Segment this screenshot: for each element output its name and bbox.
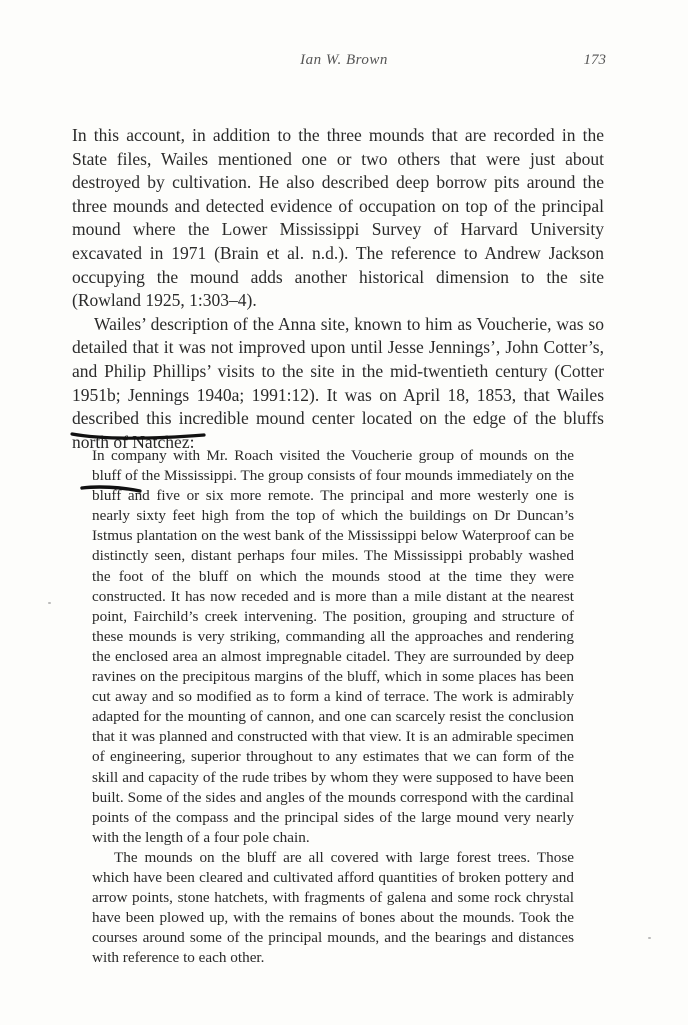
scan-speck xyxy=(48,602,51,604)
handwritten-underline-bluff xyxy=(80,484,142,496)
handwritten-underline xyxy=(70,429,206,441)
quote-paragraph-1: In company with Mr. Roach visited the Voucherie group of mounds on the bluff of the Mississippi. The group consists of four mounds immediately on the bluff and five or six more remote. The principal and more westerly one is nearly sixty feet high from the top of which the buildings on Dr Duncan’s Istmus plantation on the west bank of the Mississippi below Waterproof can be distinctly seen, distant perhaps four miles. The Mississippi probably washed the foot of the bluff on which the mounds stood at the time they were constructed. It has now receded and is more than a mile distant at the nearest point, Fairchild’s creek intervening. The position, grouping and structure of these mounds is very striking, commanding all the approaches and rendering the enclosed area an almost impregnable citadel. They are surrounded by deep ravines on the precipitous margins of the bluff, which in some places has been cut away and so modified as to form a kind of terrace. The work is admirably adapted for the mounting of cannon, and one can scarcely resist the conclusion that it was planned and constructed with that view. It is an admirable specimen of engineering, superior throughout to any estimates that we can form of the skill and capacity of the rude tribes by whom they were supposed to have been built. Some of the sides and angles of the mounds correspond with the cardinal points of the compass and the principal sides of the large mound very nearly with the length of a four pole chain. xyxy=(92,447,574,846)
body-text xyxy=(72,124,604,454)
scan-speck xyxy=(648,937,651,939)
quote-paragraph-2: The mounds on the bluff are all covered with large forest trees. Those which have been cleared and cultivated afford quantities of broken pottery and arrow points, stone hatchets, with fragments of galena and some rock chrystal have been plowed up, with the remains of bones about the mounds. Took the courses around some of the principal mounds, and the bearings and distances with reference to each other. xyxy=(92,848,574,967)
block-quote xyxy=(92,446,574,968)
body-paragraph-2: Wailes’ description of the Anna site, known to him as Voucherie, was so detailed that it was not improved upon until Jesse Jennings’, John Cotter’s, and Philip Phillips’ visits to the site in the mid-twentieth century (Cotter 1951b; Jennings 1940a; 1991:12). It was on April 18, 1853, that Wailes described this incredible mound center located on the edge of the bluffs north of Natchez: xyxy=(72,313,604,452)
body-paragraph-1: In this account, in addition to the three mounds that are recorded in the State files, Wailes mentioned one or two others that were just about destroyed by cultivation. He also described deep borrow pits around the three mounds and detected evidence of occupation on top of the principal mound where the Lower Mississippi Survey of Harvard University excavated in 1971 (Brain et al. n.d.). The reference to Andrew Jackson occupying the mound adds another historical dimension to the site (Rowland 1925, 1:303–4). xyxy=(72,125,604,311)
page-number: 173 xyxy=(583,52,606,68)
running-head xyxy=(0,52,688,74)
running-head-author: Ian W. Brown xyxy=(300,52,388,68)
